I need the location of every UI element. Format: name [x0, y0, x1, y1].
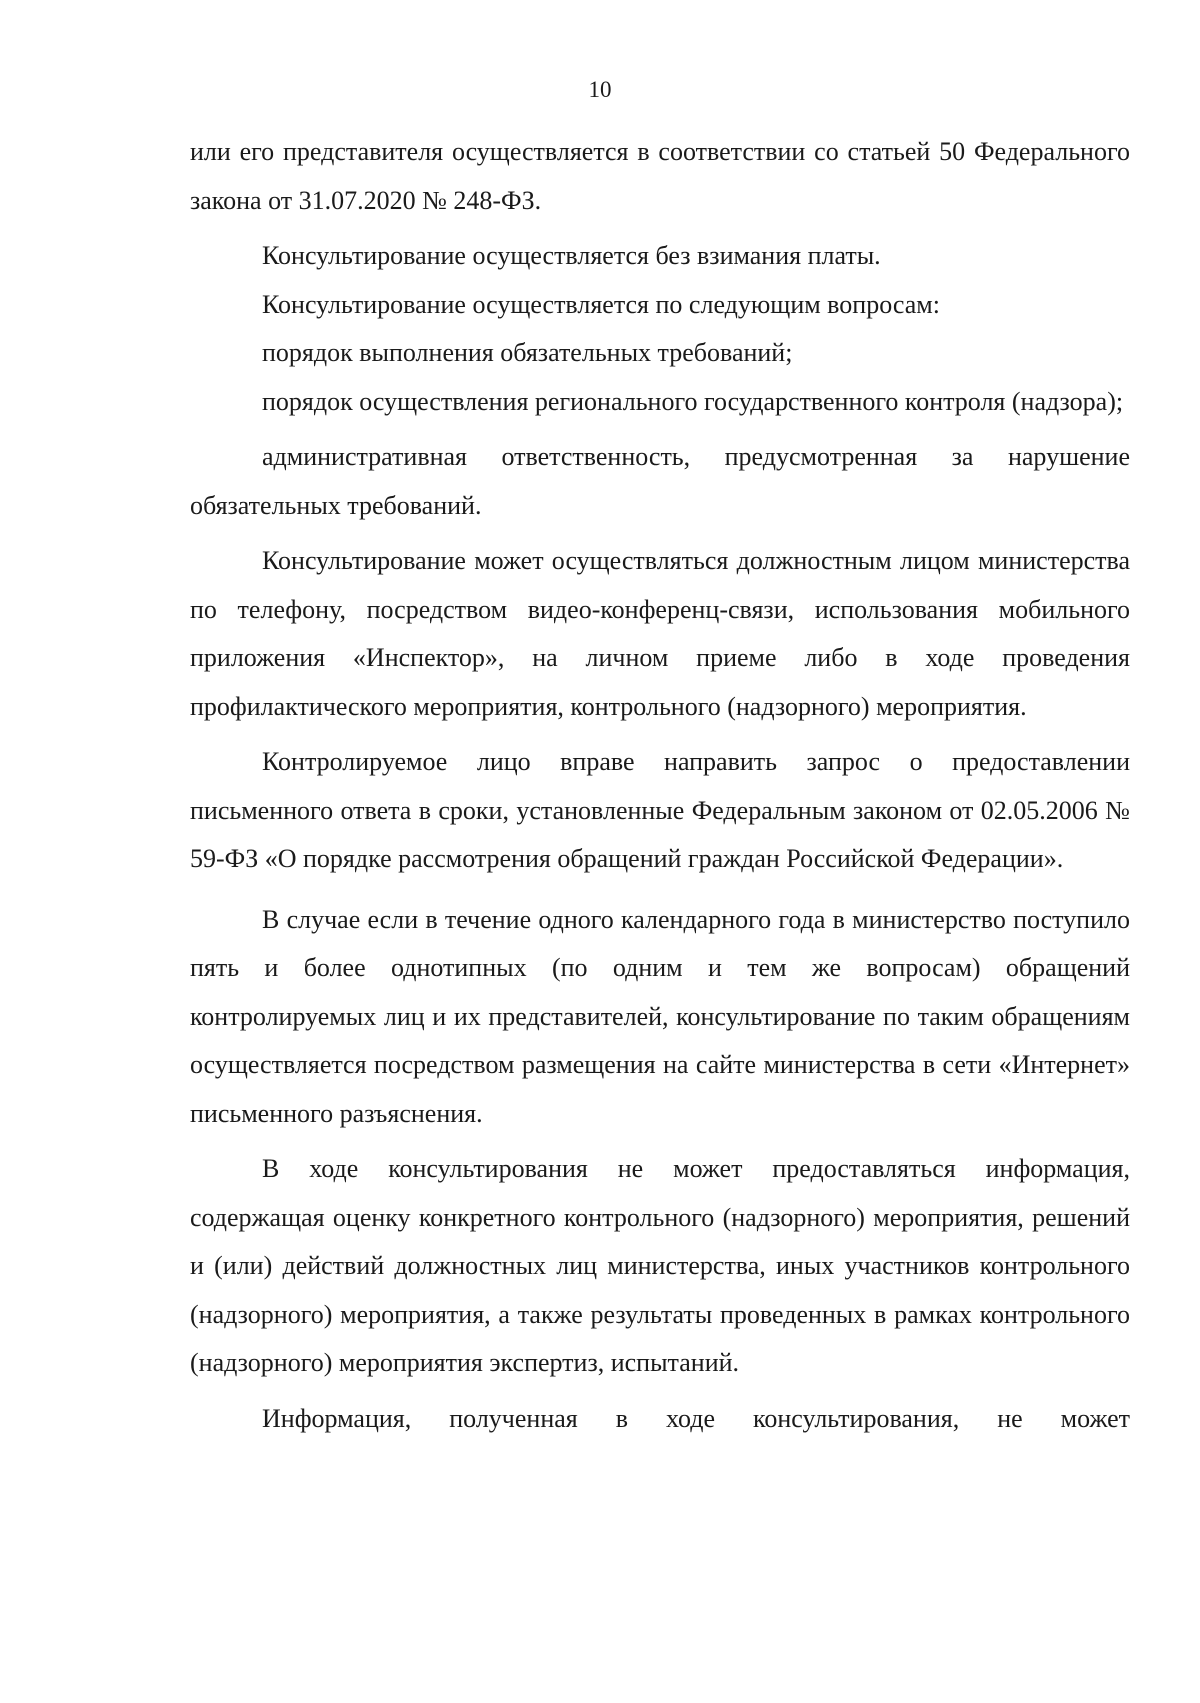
paragraph-restricted-info: В ходе консультирования не может предоставляться информация, содержащая оценку конкретного контрольного (надзорного) мероприятия, решений и (или) действий должностных лиц министерства, иных участников контрольного (надзорного) мероприятия, а также результаты проведенных в рамках контрольного (надзорного) мероприятия экспертиз, испытаний.	[190, 1154, 1130, 1377]
list-item-requirements-order: порядок выполнения обязательных требований;	[262, 338, 793, 367]
paragraph-free-of-charge: Консультирование осуществляется без взимания платы.	[262, 241, 881, 270]
list-item-liability: административная ответственность, предусмотренная за нарушение обязательных требований.	[190, 442, 1130, 520]
paragraph-consultation-methods: Консультирование может осуществляться должностным лицом министерства по телефону, посредством видео-конференц-связи, использования мобильного приложения «Инспектор», на личном приеме либо в ходе проведения профилактического мероприятия, контрольного (надзорного) мероприятия.	[190, 546, 1130, 721]
page-number: 10	[588, 77, 612, 102]
document-body	[190, 128, 1130, 1443]
paragraph-written-request: Контролируемое лицо вправе направить запрос о предоставлении письменного ответа в сроки, установленные Федеральным законом от 02.05.2006 № 59-ФЗ «О порядке рассмотрения обращений граждан Российской Федерации».	[190, 747, 1130, 873]
paragraph-topics-intro: Консультирование осуществляется по следующим вопросам:	[262, 289, 940, 319]
list-item-control-order: порядок осуществления регионального государственного контроля (надзора);	[262, 386, 1124, 416]
paragraph-continuation: или его представителя осуществляется в соответствии со статьей 50 Федерального закона от 31.07.2020 № 248-ФЗ.	[190, 137, 1130, 215]
paragraph-same-type-requests: В случае если в течение одного календарного года в министерство поступило пять и более однотипных (по одним и тем же вопросам) обращений контролируемых лиц и их представителей, консультирование по таким обращениям осуществляется посредством размещения на сайте министерства в сети «Интернет» письменного разъяснения.	[190, 904, 1130, 1128]
paragraph-info-obtained: Информация, полученная в ходе консультирования, не может	[262, 1403, 1130, 1433]
